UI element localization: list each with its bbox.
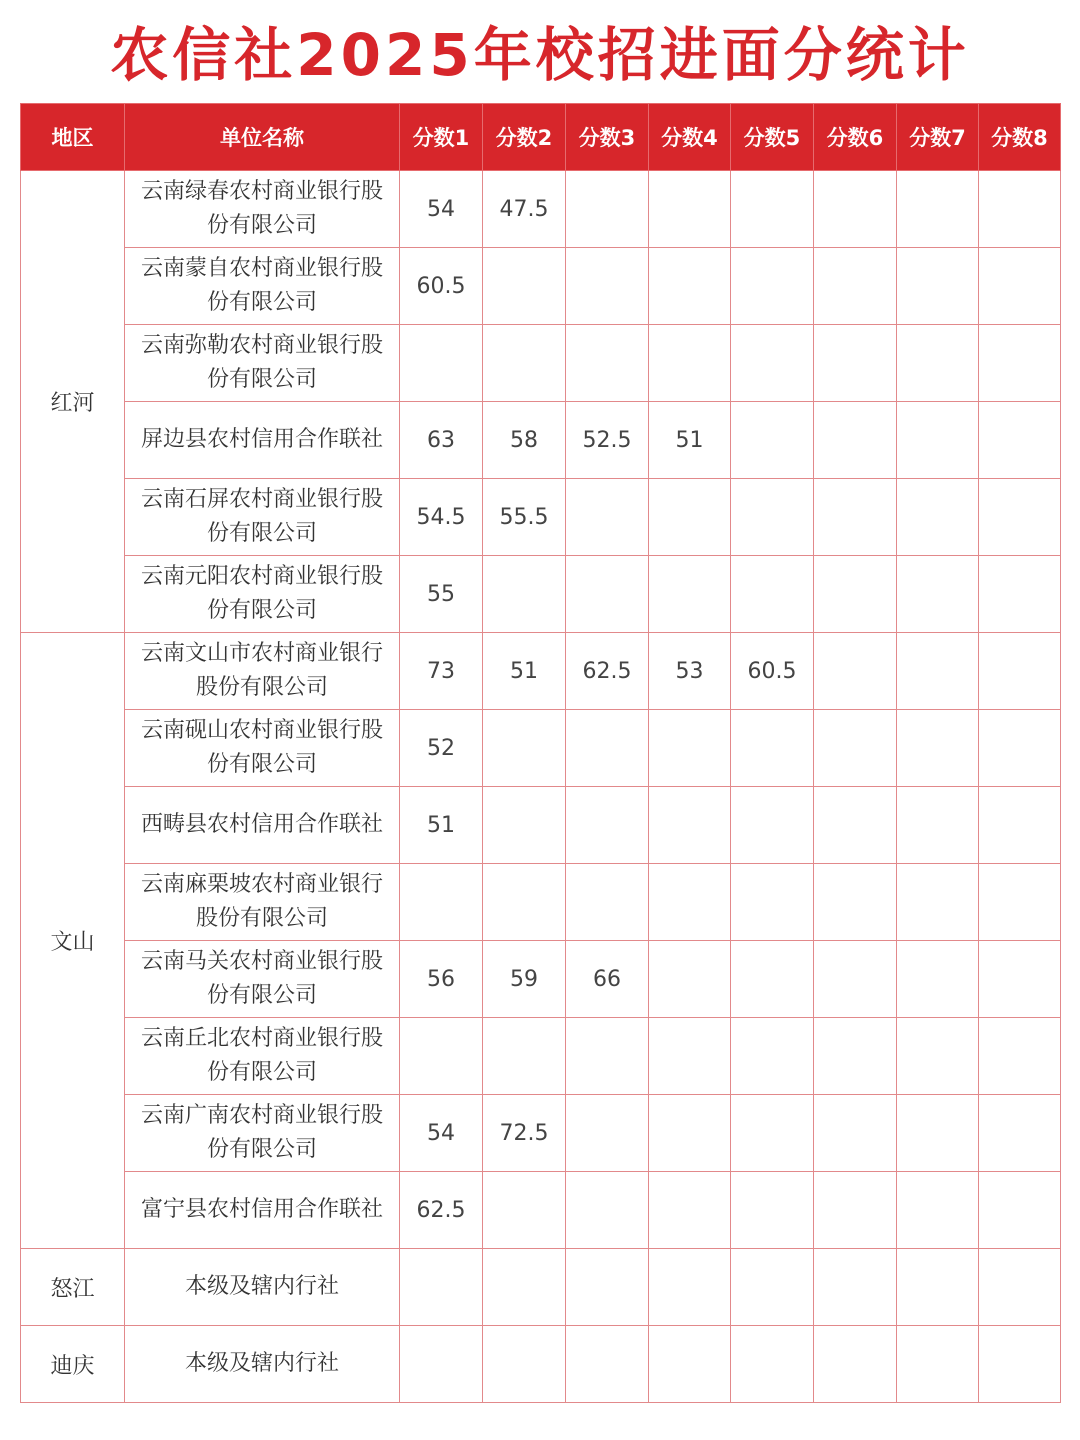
table-body — [21, 171, 1061, 1403]
header-score-8: 分数8 — [979, 104, 1061, 171]
score-7-cell — [897, 633, 979, 710]
score-4-cell — [649, 556, 731, 633]
score-7-cell — [897, 1326, 979, 1403]
score-1-cell: 52 — [400, 710, 483, 787]
score-3-cell — [566, 171, 649, 248]
score-5-cell — [731, 710, 814, 787]
score-7-cell — [897, 941, 979, 1018]
region-cell: 怒江 — [21, 1249, 125, 1326]
unit-name-cell: 云南麻栗坡农村商业银行股份有限公司 — [125, 864, 400, 941]
region-cell: 迪庆 — [21, 1326, 125, 1403]
score-5-cell — [731, 248, 814, 325]
score-4-cell — [649, 941, 731, 1018]
score-3-cell — [566, 864, 649, 941]
unit-name-cell: 云南弥勒农村商业银行股份有限公司 — [125, 325, 400, 402]
header-score-7: 分数7 — [897, 104, 979, 171]
score-3-cell — [566, 1018, 649, 1095]
score-4-cell: 53 — [649, 633, 731, 710]
score-8-cell — [979, 1172, 1061, 1249]
unit-name-cell: 富宁县农村信用合作联社 — [125, 1172, 400, 1249]
score-8-cell — [979, 864, 1061, 941]
score-4-cell — [649, 710, 731, 787]
score-1-cell: 73 — [400, 633, 483, 710]
score-7-cell — [897, 402, 979, 479]
score-6-cell — [814, 402, 897, 479]
unit-name-cell: 云南马关农村商业银行股份有限公司 — [125, 941, 400, 1018]
score-8-cell — [979, 479, 1061, 556]
score-3-cell: 62.5 — [566, 633, 649, 710]
score-7-cell — [897, 1249, 979, 1326]
score-7-cell — [897, 1095, 979, 1172]
score-3-cell — [566, 1249, 649, 1326]
score-4-cell — [649, 1172, 731, 1249]
score-6-cell — [814, 325, 897, 402]
score-4-cell — [649, 1018, 731, 1095]
score-6-cell — [814, 1018, 897, 1095]
score-6-cell — [814, 710, 897, 787]
score-8-cell — [979, 941, 1061, 1018]
score-6-cell — [814, 941, 897, 1018]
header-region: 地区 — [21, 104, 125, 171]
unit-name-cell: 云南砚山农村商业银行股份有限公司 — [125, 710, 400, 787]
table-row — [21, 479, 1061, 556]
score-5-cell — [731, 1326, 814, 1403]
score-4-cell: 51 — [649, 402, 731, 479]
score-6-cell — [814, 171, 897, 248]
score-3-cell: 66 — [566, 941, 649, 1018]
score-8-cell — [979, 325, 1061, 402]
score-3-cell — [566, 1095, 649, 1172]
score-1-cell — [400, 1326, 483, 1403]
score-4-cell — [649, 1095, 731, 1172]
score-2-cell — [483, 1172, 566, 1249]
unit-name-cell: 本级及辖内行社 — [125, 1249, 400, 1326]
score-3-cell — [566, 325, 649, 402]
score-2-cell: 51 — [483, 633, 566, 710]
score-7-cell — [897, 864, 979, 941]
score-2-cell: 59 — [483, 941, 566, 1018]
score-6-cell — [814, 248, 897, 325]
score-4-cell — [649, 479, 731, 556]
score-2-cell — [483, 1326, 566, 1403]
score-6-cell — [814, 864, 897, 941]
unit-name-cell: 本级及辖内行社 — [125, 1326, 400, 1403]
score-1-cell: 55 — [400, 556, 483, 633]
score-7-cell — [897, 248, 979, 325]
score-2-cell — [483, 1018, 566, 1095]
unit-name-cell: 云南石屏农村商业银行股份有限公司 — [125, 479, 400, 556]
score-7-cell — [897, 1018, 979, 1095]
score-5-cell — [731, 479, 814, 556]
score-1-cell: 54.5 — [400, 479, 483, 556]
score-8-cell — [979, 633, 1061, 710]
table-row — [21, 1172, 1061, 1249]
table-row — [21, 1018, 1061, 1095]
unit-name-cell: 云南绿春农村商业银行股份有限公司 — [125, 171, 400, 248]
score-5-cell — [731, 556, 814, 633]
header-score-4: 分数4 — [649, 104, 731, 171]
score-2-cell — [483, 864, 566, 941]
table-row — [21, 248, 1061, 325]
score-2-cell — [483, 710, 566, 787]
score-4-cell — [649, 864, 731, 941]
score-8-cell — [979, 556, 1061, 633]
score-4-cell — [649, 325, 731, 402]
header-unit-name: 单位名称 — [125, 104, 400, 171]
table-row — [21, 633, 1061, 710]
table-row — [21, 402, 1061, 479]
table-row — [21, 864, 1061, 941]
score-7-cell — [897, 1172, 979, 1249]
region-cell: 红河 — [21, 171, 125, 633]
score-1-cell: 54 — [400, 1095, 483, 1172]
score-1-cell: 51 — [400, 787, 483, 864]
table-row — [21, 556, 1061, 633]
unit-name-cell: 云南蒙自农村商业银行股份有限公司 — [125, 248, 400, 325]
score-8-cell — [979, 1018, 1061, 1095]
table-row — [21, 1095, 1061, 1172]
score-8-cell — [979, 1249, 1061, 1326]
score-8-cell — [979, 1326, 1061, 1403]
table-row — [21, 1249, 1061, 1326]
score-1-cell: 60.5 — [400, 248, 483, 325]
score-2-cell — [483, 787, 566, 864]
header-score-2: 分数2 — [483, 104, 566, 171]
score-5-cell — [731, 325, 814, 402]
score-table — [20, 103, 1061, 1403]
score-1-cell: 62.5 — [400, 1172, 483, 1249]
score-1-cell: 63 — [400, 402, 483, 479]
score-7-cell — [897, 479, 979, 556]
score-6-cell — [814, 556, 897, 633]
score-6-cell — [814, 1172, 897, 1249]
score-1-cell — [400, 1018, 483, 1095]
table-row — [21, 710, 1061, 787]
score-3-cell: 52.5 — [566, 402, 649, 479]
score-6-cell — [814, 633, 897, 710]
score-4-cell — [649, 787, 731, 864]
score-6-cell — [814, 1249, 897, 1326]
score-2-cell: 58 — [483, 402, 566, 479]
table-row — [21, 941, 1061, 1018]
score-1-cell: 56 — [400, 941, 483, 1018]
score-2-cell — [483, 325, 566, 402]
score-7-cell — [897, 787, 979, 864]
region-cell: 文山 — [21, 633, 125, 1249]
score-5-cell — [731, 941, 814, 1018]
score-7-cell — [897, 556, 979, 633]
unit-name-cell: 云南广南农村商业银行股份有限公司 — [125, 1095, 400, 1172]
unit-name-cell: 西畴县农村信用合作联社 — [125, 787, 400, 864]
score-2-cell: 47.5 — [483, 171, 566, 248]
score-3-cell — [566, 556, 649, 633]
score-7-cell — [897, 325, 979, 402]
table-row — [21, 171, 1061, 248]
table-header-row — [21, 104, 1061, 171]
score-4-cell — [649, 171, 731, 248]
score-6-cell — [814, 787, 897, 864]
score-1-cell — [400, 864, 483, 941]
score-8-cell — [979, 171, 1061, 248]
table-row — [21, 787, 1061, 864]
score-8-cell — [979, 402, 1061, 479]
table-row — [21, 325, 1061, 402]
unit-name-cell: 云南元阳农村商业银行股份有限公司 — [125, 556, 400, 633]
score-8-cell — [979, 710, 1061, 787]
score-2-cell — [483, 556, 566, 633]
page-title: 农信社2025年校招进面分统计 — [110, 21, 970, 89]
score-5-cell — [731, 1172, 814, 1249]
score-2-cell: 72.5 — [483, 1095, 566, 1172]
score-3-cell — [566, 479, 649, 556]
score-3-cell — [566, 710, 649, 787]
score-8-cell — [979, 248, 1061, 325]
score-7-cell — [897, 710, 979, 787]
score-5-cell — [731, 171, 814, 248]
unit-name-cell: 云南丘北农村商业银行股份有限公司 — [125, 1018, 400, 1095]
table-row — [21, 1326, 1061, 1403]
score-6-cell — [814, 1095, 897, 1172]
score-2-cell: 55.5 — [483, 479, 566, 556]
score-6-cell — [814, 1326, 897, 1403]
header-score-1: 分数1 — [400, 104, 483, 171]
unit-name-cell: 屏边县农村信用合作联社 — [125, 402, 400, 479]
score-8-cell — [979, 1095, 1061, 1172]
score-5-cell: 60.5 — [731, 633, 814, 710]
score-5-cell — [731, 1249, 814, 1326]
score-4-cell — [649, 1249, 731, 1326]
header-score-5: 分数5 — [731, 104, 814, 171]
score-3-cell — [566, 1326, 649, 1403]
score-2-cell — [483, 248, 566, 325]
score-5-cell — [731, 402, 814, 479]
score-5-cell — [731, 1095, 814, 1172]
score-5-cell — [731, 787, 814, 864]
score-3-cell — [566, 1172, 649, 1249]
score-7-cell — [897, 171, 979, 248]
score-8-cell — [979, 787, 1061, 864]
score-6-cell — [814, 479, 897, 556]
score-3-cell — [566, 787, 649, 864]
score-1-cell — [400, 325, 483, 402]
score-1-cell: 54 — [400, 171, 483, 248]
score-5-cell — [731, 864, 814, 941]
score-1-cell — [400, 1249, 483, 1326]
unit-name-cell: 云南文山市农村商业银行股份有限公司 — [125, 633, 400, 710]
header-score-3: 分数3 — [566, 104, 649, 171]
score-5-cell — [731, 1018, 814, 1095]
score-2-cell — [483, 1249, 566, 1326]
score-3-cell — [566, 248, 649, 325]
score-4-cell — [649, 248, 731, 325]
score-4-cell — [649, 1326, 731, 1403]
header-score-6: 分数6 — [814, 104, 897, 171]
